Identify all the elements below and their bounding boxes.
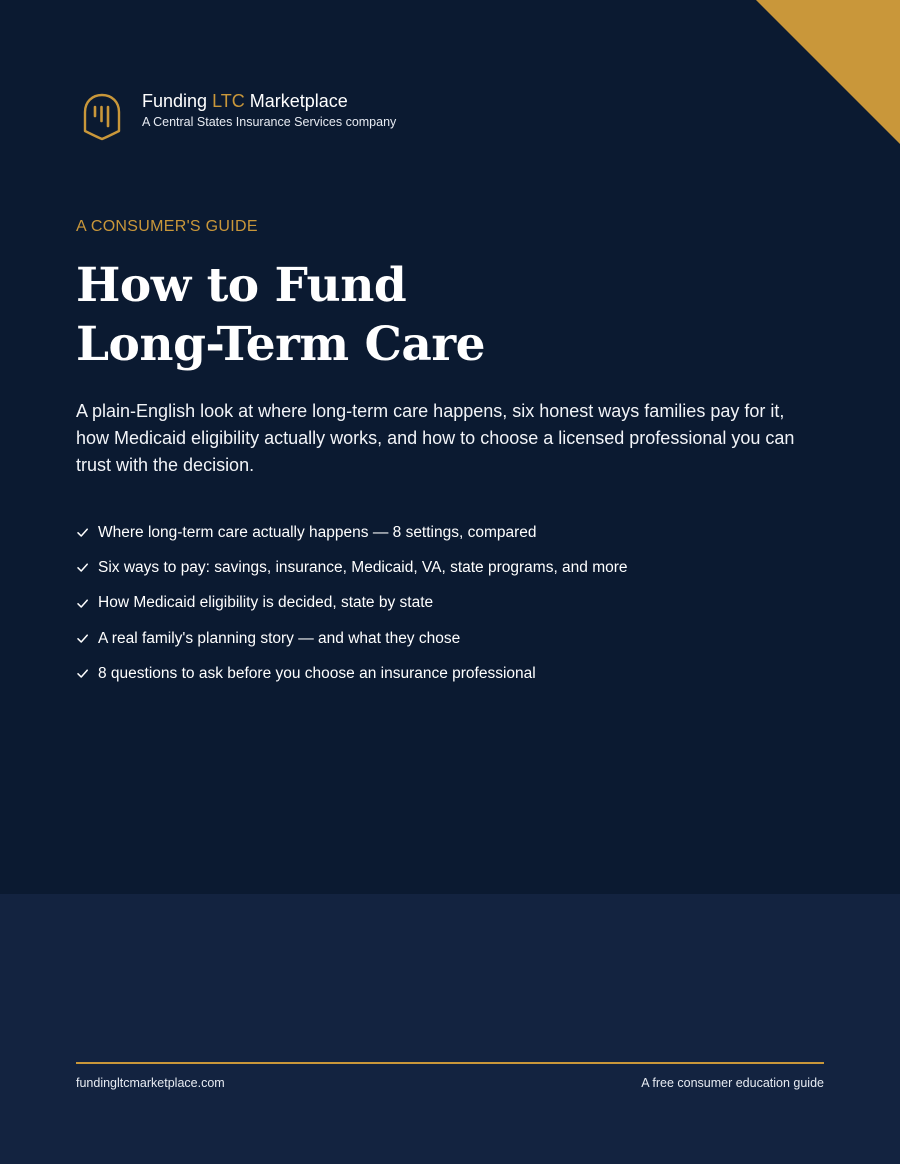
feature-list xyxy=(76,515,628,691)
page-title xyxy=(76,256,485,374)
corner-accent xyxy=(756,0,900,144)
guide-eyebrow: A CONSUMER'S GUIDE xyxy=(76,218,258,235)
feature-label: Six ways to pay: savings, insurance, Medicaid, VA, state programs, and more xyxy=(98,558,628,576)
check-icon xyxy=(76,597,89,610)
cover-bottom-panel xyxy=(0,894,900,1164)
feature-item xyxy=(76,621,628,656)
title-line-1: How to Fund xyxy=(76,258,407,313)
footer-divider xyxy=(76,1062,824,1064)
brand-name-prefix: Funding xyxy=(142,91,213,111)
shield-logo-icon xyxy=(82,92,122,142)
brand-header xyxy=(82,90,396,142)
brand-name-accent: LTC xyxy=(212,91,245,111)
footer-website: fundingltcmarketplace.com xyxy=(76,1076,225,1090)
check-icon xyxy=(76,667,89,680)
feature-label: 8 questions to ask before you choose an insurance professional xyxy=(98,664,536,682)
feature-item xyxy=(76,550,628,585)
check-icon xyxy=(76,561,89,574)
brand-subtitle: A Central States Insurance Services company xyxy=(142,115,397,129)
feature-item xyxy=(76,656,628,691)
feature-label: A real family's planning story — and what they chose xyxy=(98,629,461,647)
feature-label: Where long-term care actually happens — 8 settings, compared xyxy=(98,523,537,541)
intro-paragraph: A plain-English look at where long-term care happens, six honest ways families pay for it, how Medicaid eligibility actually works, and how to choose a licensed professional you can trust with the decision. xyxy=(76,401,795,475)
feature-item xyxy=(76,586,628,621)
brand-name xyxy=(142,90,396,112)
brand-name-suffix: Marketplace xyxy=(244,91,348,111)
footer-tagline: A free consumer education guide xyxy=(641,1076,824,1090)
feature-item xyxy=(76,515,628,550)
feature-label: How Medicaid eligibility is decided, state by state xyxy=(98,594,434,612)
check-icon xyxy=(76,632,89,645)
title-line-2: Long-Term Care xyxy=(76,317,486,372)
check-icon xyxy=(76,526,89,539)
